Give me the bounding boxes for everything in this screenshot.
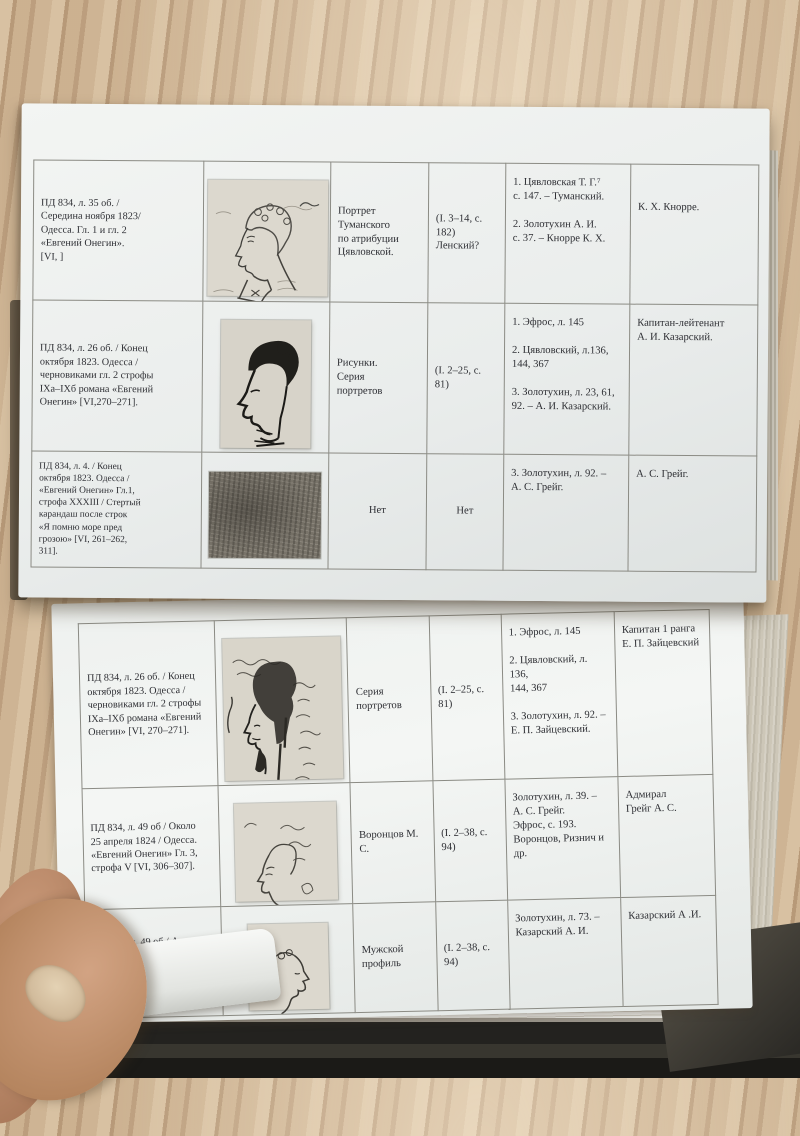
top-page: [18, 103, 769, 602]
cell-description: Воронцов М. С.: [350, 781, 435, 904]
cell-description: Мужской профиль: [353, 902, 438, 1013]
cell-source: ПД 834, л. 35 об. / Середина ноября 1823/ Одесса. Гл. 1 и гл. 2 «Евгений Онегин». [VI, ]: [33, 160, 204, 301]
cell-image: [201, 452, 329, 569]
cell-person: Адмирал Грейг А. С.: [618, 774, 716, 897]
top-table: [30, 159, 759, 572]
cell-citations: 1. Эфрос, л. 145 2. Цявловский, л. 136, 144, 367 3. Золотухин, л. 92. – Е. П. Зайцевский.: [501, 612, 618, 779]
pencil-portrait-image: [207, 180, 328, 297]
table-row: [78, 609, 713, 788]
table-row: [33, 160, 759, 305]
cell-person: Капитан 1 ранга Е. П. Зайцевский: [614, 609, 713, 776]
cell-citations: Золотухин, л. 73. – Казарский А. И.: [507, 898, 623, 1010]
cell-image: [202, 301, 330, 453]
cell-source: ПД 834, л. 4. / Конец октября 1823. Одесса / «Евгений Онегин» Гл.1, строфа XXXIII / Стертый карандаш после строк «Я помню море пред грозою» [VI, 261–262, 311].: [31, 451, 202, 568]
erased-pencil-smudge-image: [209, 472, 322, 559]
cell-citations: Золотухин, л. 39. – А. С. Грейг. Эфрос, с. 193. Воронцов, Ризнич и др.: [505, 777, 621, 901]
cell-citations: 1. Эфрос, л. 145 2. Цявловский, л.136, 144, 367 3. Золотухин, л. 23, 61, 92. – А. И. Казарский.: [504, 303, 630, 455]
cell-reference: (I. 2–38, с. 94): [432, 779, 507, 902]
cell-reference: (I. 3–14, с. 182) Ленский?: [428, 163, 506, 304]
cell-citations: 1. Цявловская Т. Г.⁷ с. 147. – Туманский. 2. Золотухин А. И. с. 37. – Кнорре К. Х.: [505, 163, 631, 304]
table-row: [82, 774, 716, 909]
cell-image: [214, 618, 350, 786]
ink-portrait-image: [220, 320, 311, 449]
cell-person: А. С. Грейг.: [628, 455, 757, 572]
cell-reference: (I. 2–25, с. 81): [427, 303, 505, 455]
cell-description: Серия портретов: [347, 616, 433, 783]
cell-reference: Нет: [426, 454, 504, 571]
cell-image: [218, 783, 353, 907]
cell-image: [203, 161, 331, 302]
cell-reference: (I. 2–25, с. 81): [429, 614, 505, 781]
cell-description: Нет: [328, 453, 427, 570]
cell-reference: (I. 2–38, с. 94): [435, 900, 510, 1011]
cell-description: Рисунки. Серия портретов: [329, 302, 428, 454]
table-row: [32, 300, 758, 456]
cell-person: Капитан-лейтенант А. И. Казарский.: [629, 304, 758, 456]
profile-with-handwriting-image: [234, 801, 338, 901]
cell-source: ПД 834, л. 26 об. / Конец октября 1823. Одесса / черновиками гл. 2 строфы IХа–IХб романа «Евгений Онегин» [VI, 270–271].: [78, 621, 218, 789]
cell-person: К. Х. Кнорре.: [630, 164, 759, 305]
manuscript-with-profiles-image: [222, 636, 343, 781]
cell-source: ПД 834, л. 26 об. / Конец октября 1823. Одесса / черновиками гл. 2 строфы IХа–IХб романа «Евгений Онегин» [VI,270–271].: [32, 300, 203, 452]
table-row: [31, 451, 757, 572]
cell-source: ПД 834, л. 49 об / Около 25 апреля 1824 / Одесса. «Евгений Онегин» Гл. 3, строфа V [VI, 306–307].: [82, 786, 221, 910]
cell-citations: 3. Золотухин, л. 92. – А. С. Грейг.: [503, 454, 629, 571]
cell-description: Портрет Туманского по атрибуции Цявловской.: [330, 162, 429, 303]
cell-person: Казарский А .И.: [620, 895, 718, 1006]
